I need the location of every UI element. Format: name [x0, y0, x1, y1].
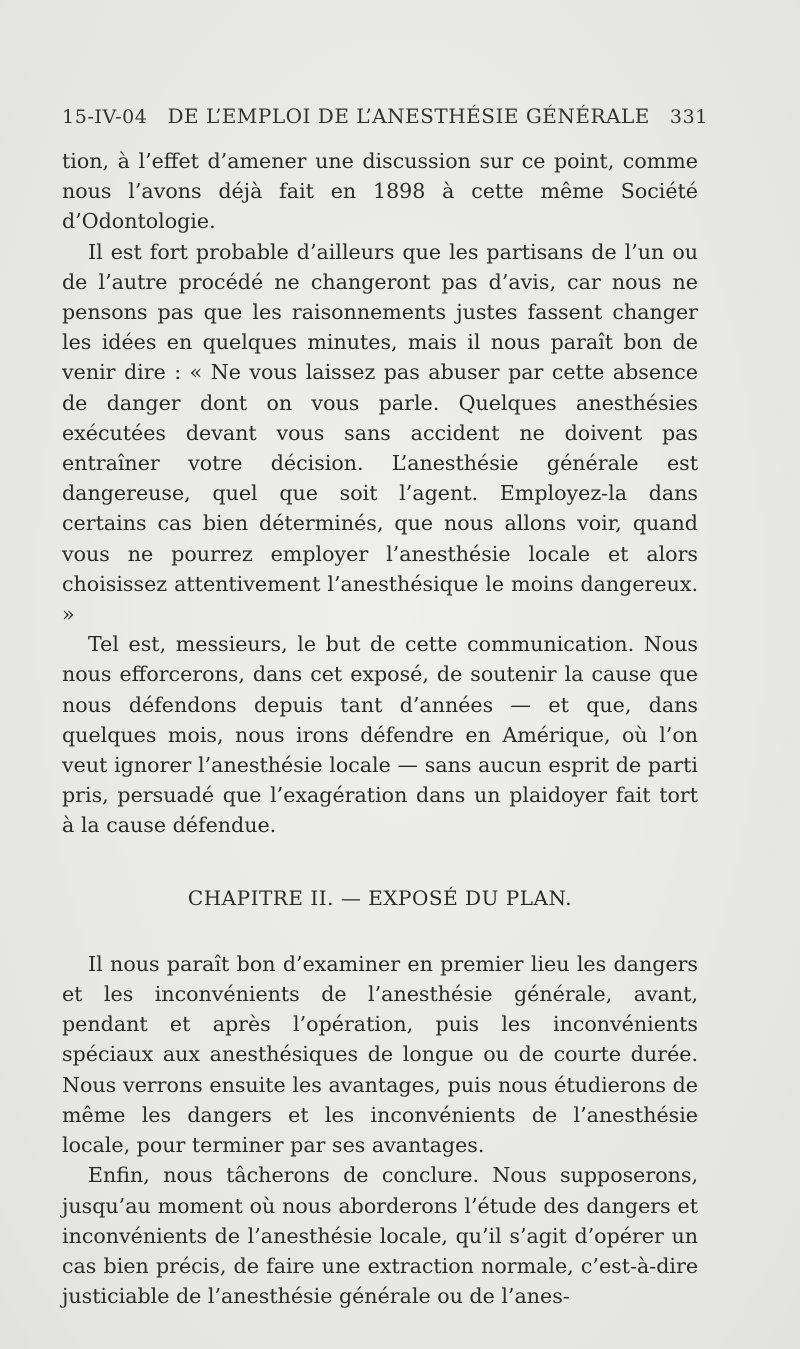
paragraph-continued: tion, à l’effet d’amener une discussion sur ce point, comme nous l’avons déjà fait en 1898 à cette même Société d’Odontologie.: [62, 149, 698, 234]
paragraph: Il nous paraît bon d’examiner en premier lieu les dangers et les inconvénients de l’anesthésie générale, avant, pendant et après l’opération, puis les inconvénients spéciaux aux anesthésiques de longue ou de courte durée. Nous verrons ensuite les avantages, puis nous étudierons de même les dangers et les inconvénients de l’anesthésie locale, pour terminer par ses avantages.: [62, 951, 698, 1158]
body-text: [62, 146, 698, 1311]
running-head-title: DE L’EMPLOI DE L’ANESTHÉSIE GÉNÉRALE: [167, 104, 650, 128]
page-number: 331: [669, 106, 708, 128]
paragraph: Enfin, nous tâcherons de conclure. Nous supposerons, jusqu’au moment où nous aborderons l’étude des dangers et inconvénients de l’anesthésie locale, qu’il s’agit d’opérer un cas bien précis, de faire une extraction normale, c’est-à-dire justiciable de l’anesthésie générale ou de l’anes-: [62, 1163, 698, 1309]
running-head-date: 15-IV-04: [62, 106, 148, 128]
chapter-heading: CHAPITRE II. — EXPOSÉ DU PLAN.: [187, 885, 573, 910]
paragraph: Il est fort probable d’ailleurs que les partisans de l’un ou de l’autre procédé ne changeront pas d’avis, car nous ne pensons pas que les raisonnements justes fassent changer les idées en quelques minutes, mais il nous paraît bon de venir dire : « Ne vous laissez pas abuser par cette absence de danger dont on vous parle. Quelques anesthésies exécutées devant vous sans accident ne doivent pas entraîner votre décision. L’anesthésie générale est dangereuse, quel que soit l’agent. Employez-la dans certains cas bien déterminés, que nous allons voir, quand vous ne pourrez employer l’anesthésie locale et alors choisissez attentivement l’anesthésique le moins dangereux. »: [62, 239, 698, 627]
chapter-section: [62, 949, 698, 1311]
running-head: [62, 104, 708, 128]
paragraph: Tel est, messieurs, le but de cette communication. Nous nous efforcerons, dans cet exposé, de soutenir la cause que nous défendons depuis tant d’années — et que, dans quelques mois, nous irons défendre en Amérique, où l’on veut ignorer l’anesthésie locale — sans aucun esprit de parti pris, persuadé que l’exagération dans un plaidoyer fait tort à la cause défendue.: [62, 632, 698, 838]
